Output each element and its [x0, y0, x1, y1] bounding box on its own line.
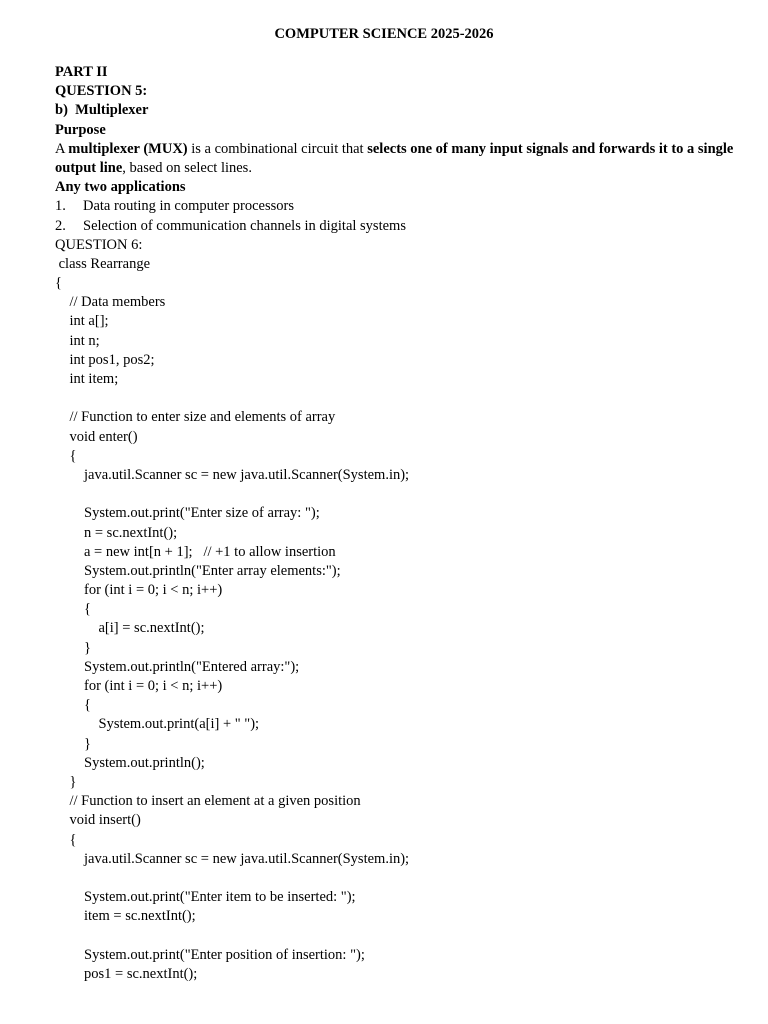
- code-line: [55, 869, 745, 888]
- document-title: COMPUTER SCIENCE 2025-2026: [274, 26, 494, 42]
- code-line: int pos1, pos2;: [55, 351, 155, 368]
- application-number: 2.: [55, 217, 66, 234]
- purpose-bold-1: multiplexer (MUX): [68, 140, 188, 157]
- purpose-text-3: , based on select lines.: [122, 159, 252, 176]
- code-line: int item;: [55, 371, 119, 388]
- purpose-text-1: A: [55, 140, 69, 157]
- code-line: {: [55, 697, 91, 714]
- code-line: // Function to insert an element at a given position: [55, 793, 361, 810]
- code-line: {: [55, 275, 62, 292]
- code-line: System.out.print("Enter size of array: ");: [55, 505, 320, 522]
- code-line: System.out.print("Enter item to be inserted: ");: [55, 889, 356, 906]
- question-6-heading: QUESTION 6:: [55, 236, 143, 253]
- code-line: // Function to enter size and elements of array: [55, 409, 336, 426]
- application-item: [55, 197, 745, 216]
- code-line: System.out.print(a[i] + " ");: [55, 716, 260, 733]
- code-line: {: [55, 601, 91, 618]
- part-heading: PART II: [55, 64, 108, 80]
- code-line: [55, 926, 745, 945]
- code-line: class Rearrange: [55, 255, 151, 272]
- code-line: java.util.Scanner sc = new java.util.Scanner(System.in);: [55, 850, 410, 867]
- purpose-text-2: is a combinational circuit that: [187, 140, 368, 157]
- code-line: }: [55, 735, 91, 752]
- code-line: void insert(): [55, 812, 141, 829]
- application-item: [55, 217, 745, 236]
- code-line: [55, 485, 745, 504]
- code-line: item = sc.nextInt();: [55, 908, 196, 925]
- code-line: System.out.println();: [55, 754, 205, 771]
- code-line: System.out.print("Enter position of insertion: ");: [55, 946, 365, 963]
- code-line: for (int i = 0; i < n; i++): [55, 582, 223, 599]
- code-line: // Data members: [55, 294, 166, 311]
- purpose-heading: Purpose: [55, 121, 106, 138]
- application-number: 1.: [55, 198, 66, 215]
- code-line: n = sc.nextInt();: [55, 524, 178, 541]
- question-5-heading: QUESTION 5:: [55, 83, 148, 100]
- applications-heading: Any two applications: [55, 179, 186, 196]
- application-text: Data routing in computer processors: [83, 198, 295, 215]
- application-text: Selection of communication channels in digital systems: [83, 217, 406, 234]
- code-listing: [55, 255, 745, 984]
- purpose-paragraph: [55, 140, 745, 178]
- question-5-subpart: b) Multiplexer: [55, 102, 149, 119]
- code-line: }: [55, 773, 77, 790]
- code-line: pos1 = sc.nextInt();: [55, 965, 198, 982]
- code-line: java.util.Scanner sc = new java.util.Scanner(System.in);: [55, 466, 410, 483]
- code-line: {: [55, 447, 77, 464]
- code-line: int n;: [55, 332, 100, 349]
- code-line: a[i] = sc.nextInt();: [55, 620, 205, 637]
- document-body: [55, 63, 745, 984]
- code-line: {: [55, 831, 77, 848]
- purpose-bold-2: selects one of many input signals and forwards it to a single output line: [55, 140, 734, 176]
- code-line: int a[];: [55, 313, 109, 330]
- code-line: }: [55, 639, 91, 656]
- code-line: [55, 389, 745, 408]
- code-line: System.out.println("Enter array elements:");: [55, 562, 341, 579]
- code-line: a = new int[n + 1]; // +1 to allow insertion: [55, 543, 336, 560]
- code-line: System.out.println("Entered array:");: [55, 658, 300, 675]
- code-line: for (int i = 0; i < n; i++): [55, 678, 223, 695]
- code-line: void enter(): [55, 428, 138, 445]
